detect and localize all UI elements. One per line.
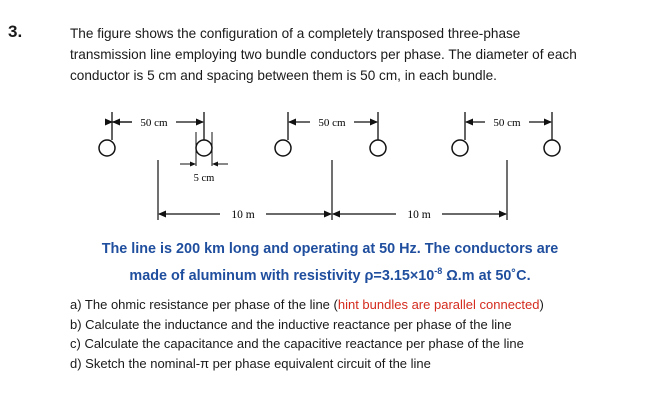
bundle-c — [452, 112, 560, 156]
given-line-2-suffix: Ω.m at 50˚C. — [442, 267, 531, 284]
conductor-c2 — [544, 140, 560, 156]
intro-line-3: conductor is 5 cm and spacing between them is 50 cm, in each bundle. — [70, 68, 497, 83]
bundle-c-spacing-label: 50 cm — [493, 117, 521, 129]
task-b: b) Calculate the inductance and the inductive reactance per phase of the line — [70, 316, 512, 332]
task-c: c) Calculate the capacitance and the capacitive reactance per phase of the line — [70, 336, 524, 351]
question-intro — [70, 23, 645, 86]
task-a-text: a) The ohmic resistance per phase of the line ( — [70, 297, 338, 312]
conductor-a1 — [99, 140, 115, 156]
intro-line-2: transmission line employing two bundle conductors per phase. The diameter of each — [70, 47, 577, 62]
bundle-b-spacing-label: 50 cm — [318, 117, 346, 129]
bundle-a-spacing-label: 50 cm — [140, 117, 168, 129]
task-a-close: ) — [539, 297, 544, 312]
conductor-c1 — [452, 140, 468, 156]
bundle-a — [99, 112, 212, 156]
task-a — [70, 295, 650, 315]
conductor-b2 — [370, 140, 386, 156]
task-list — [70, 295, 650, 373]
given-data — [70, 238, 590, 287]
question-number: 3. — [8, 22, 23, 41]
figure-svg — [80, 102, 580, 230]
intro-line-1: The figure shows the configuration of a completely transposed three-phase — [70, 26, 521, 41]
task-d: d) Sketch the nominal-π per phase equivalent circuit of the line — [70, 355, 431, 371]
given-line-2-prefix: made of aluminum with resistivity ρ=3.15×10 — [129, 267, 435, 284]
phase-spacing-bc-label: 10 m — [407, 209, 431, 221]
conductor-b1 — [275, 140, 291, 156]
task-a-hint: hint bundles are parallel connected — [337, 297, 540, 312]
given-line-1: The line is 200 km long and operating at 50 Hz. The conductors are — [101, 241, 559, 257]
diameter-label: 5 cm — [193, 173, 215, 184]
phase-center-guides — [158, 160, 507, 220]
given-exponent: -8 — [434, 266, 443, 276]
conductor-a2 — [196, 140, 212, 156]
phase-spacing-ab-label: 10 m — [231, 209, 255, 221]
bundle-b — [275, 112, 386, 156]
given-line-2 — [70, 260, 590, 287]
conductor-configuration-figure — [80, 102, 580, 235]
